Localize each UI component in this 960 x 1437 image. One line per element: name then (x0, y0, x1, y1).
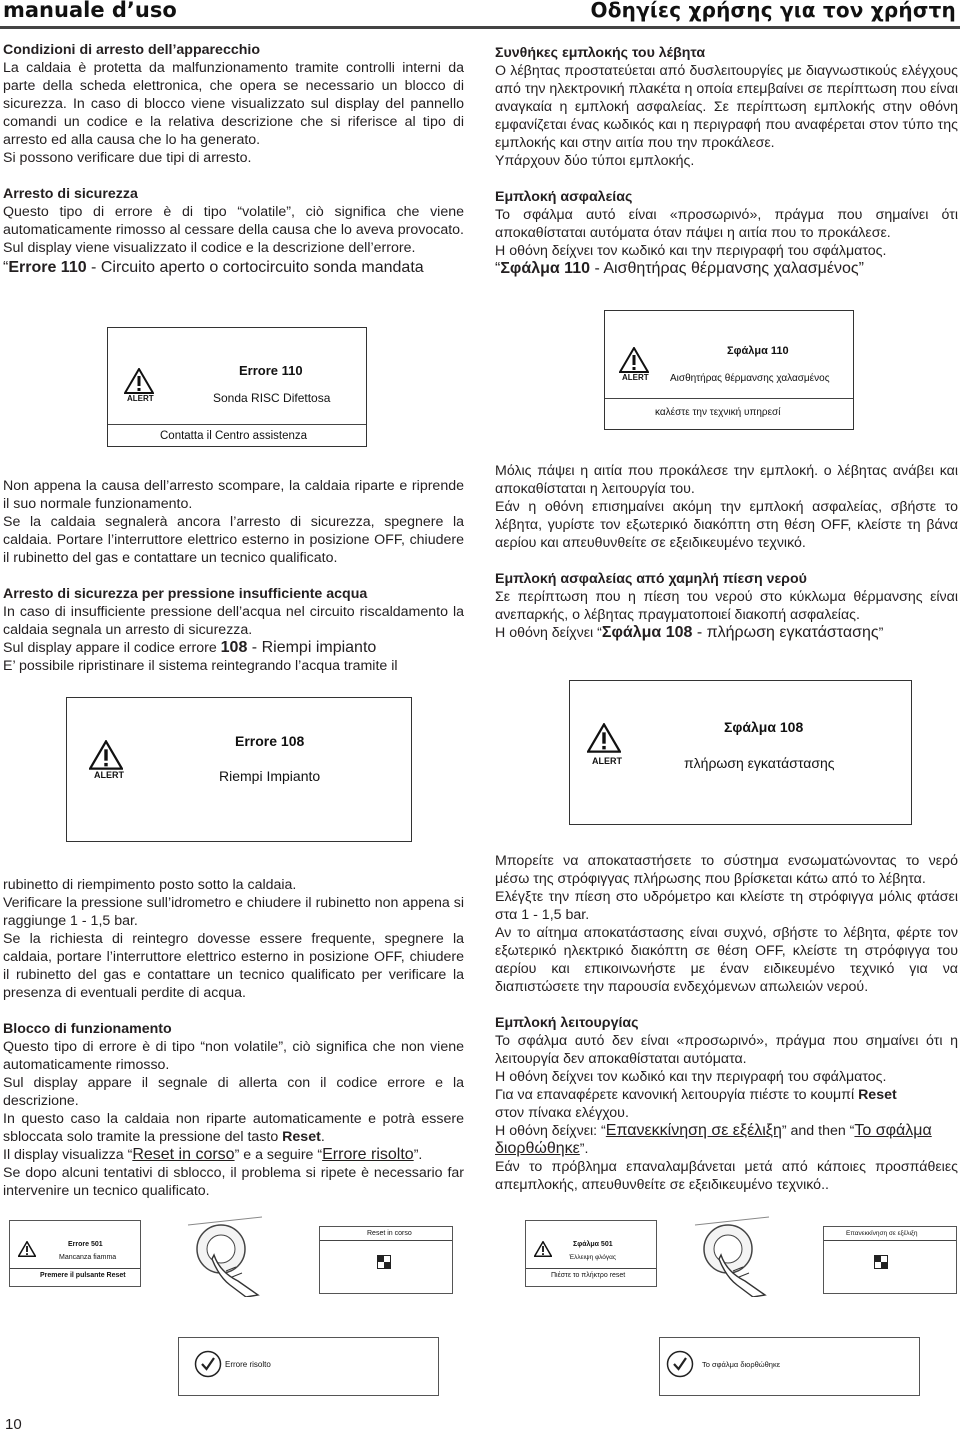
reset-button-press-illustration (693, 1215, 771, 1297)
it-paragraph: Se la caldaia segnalerà ancora l’arresto di sicurezza, spegnere la caldaia. Portare l’interruttore elettrico esterno in posizione OFF, chiudere il rubinetto del gas e contattare un tecnico qualificato. (3, 514, 464, 566)
display-reset-in-corso-it (319, 1226, 453, 1294)
alert-label: ALERT (127, 394, 154, 403)
alert-triangle-icon (18, 1241, 36, 1257)
alert-label: ALERT (592, 756, 622, 766)
alert-triangle-icon (587, 723, 621, 753)
reset-key-label: Reset (858, 1087, 897, 1103)
it-paragraph: Questo tipo di errore è di tipo “non volatile”, ciò significa che non viene automaticamente rimosso. (3, 1039, 464, 1073)
el-error-line: Η οθόνη δείχνει “Σφάλμα 108 - πλήρωση εγκατάστασης” (495, 624, 884, 641)
header-rule (0, 26, 960, 29)
el-paragraph: Η οθόνη δείχνει τον κωδικό και την περιγραφή του σφάλματος. (495, 243, 887, 259)
alert-label: ALERT (94, 770, 124, 780)
it-paragraph: Se la richiesta di reintegro dovesse essere frequente, spegnere la caldaia, portare l’interruttore elettrico esterno in posizione OFF, chiudere il rubinetto del gas e contattare un tecnico qualificato per verificare la presenza di eventuali perdite di acqua. (3, 931, 464, 1001)
header-title-el: Οδηγίες χρήσης για τον χρήστη (590, 0, 956, 22)
display-error-108-el (569, 680, 912, 825)
el-paragraph: Ο λέβητας προστατεύεται από δυσλειτουργίες με διαγνωστικούς ελέγχους από την ηλεκτρονική πλακέτα η οποία επεμβαίνει σε περίπτωση που είναι αναγκαία η εμπλοκή ασφαλείας. Σε περίπτωση εμπλοκής στην οθόνη εμφανίζεται ένας κωδικός και η περιγραφή που αναφέρεται στον τύπο της εμπλοκής και στην αιτία που την προκάλεσε. (495, 63, 958, 151)
el-paragraph: Ελέγξτε την πίεση στο υδρόμετρο και κλείστε τη στρόφιγγα μόλις φτάσει στα 1 - 1,5 bar. (495, 889, 958, 923)
el-error-code: Σφάλμα 110 (500, 260, 590, 277)
display-errore-risolto-el (659, 1337, 920, 1396)
display-title: Επανεκκίνηση σε εξέλιξη (846, 1230, 918, 1237)
display-title: Reset in corso (367, 1230, 412, 1237)
display-reset-in-corso-el (823, 1226, 957, 1294)
display-footer: Contatta il Centro assistenza (160, 430, 308, 442)
display-title: Το σφάλμα διορθώθηκε (702, 1360, 781, 1369)
display-error-110-el (604, 310, 854, 430)
display-error-501-el (525, 1220, 657, 1287)
alert-triangle-icon (124, 368, 154, 394)
display-divider (824, 1240, 956, 1241)
hand-press-reset-icon (693, 1215, 771, 1297)
it-error-line: “Errore 110 - Circuito aperto o cortocircuito sonda mandata (3, 259, 424, 276)
el-paragraph: Το σφάλμα αυτό είναι «προσωρινό», πράγμα που σημαίνει ότι αποκαθίσταται αυτόματα όταν πάψει η αιτία που το προκάλεσε. (495, 207, 958, 241)
it-block-1 (3, 41, 464, 277)
it-paragraph: rubinetto di riempimento posto sotto la caldaia. (3, 877, 297, 893)
el-section-title: Συνθήκες εμπλοκής του λέβητα (495, 45, 706, 61)
display-title: Σφάλμα 108 (724, 719, 804, 735)
it-paragraph: Sul display appare il segnale di allerta con il codice errore e la descrizione. (3, 1075, 464, 1109)
el-paragraph: Μόλις πάψει η αιτία που προκάλεσε την εμπλοκή. ο λέβητας ανάβει και αποκαθίσταται η λειτουργία του. (495, 463, 958, 497)
el-section-title: Εμπλοκή ασφαλείας από χαμηλή πίεση νερού (495, 571, 807, 587)
display-divider (10, 1268, 140, 1269)
el-paragraph: Αν το αίτημα αποκατάστασης είναι συχνό, σβήστε το λέβητα, φέρτε τον εξωτερικό ηλεκτρικό διακόπτη σε θέση OFF, κλείστε τη στρόφιγγα του αερίου και επικοινωνήστε με έναν ειδικευμένο τεχνικό για να διαπιστώσετε την παρουσία ενδεχόμενων απωλειών νερού. (495, 925, 958, 995)
it-block-2 (3, 477, 464, 675)
display-errore-risolto-it (178, 1337, 439, 1396)
it-error-line: Sul display appare il codice errore 108 - Riempi impianto (3, 639, 377, 656)
it-paragraph: Il display visualizza “Reset in corso” e a seguire “Errore risolto”. (3, 1146, 423, 1163)
display-error-108-it (66, 697, 412, 842)
alert-triangle-icon (89, 740, 123, 770)
display-error-501-it (9, 1220, 141, 1287)
display-divider (526, 1268, 656, 1269)
checkmark-circle-icon (666, 1350, 694, 1378)
el-paragraph: Εάν η οθόνη επισημαίνει ακόμη την εμπλοκή ασφαλείας, σβήστε το λέβητα, γυρίστε τον εξωτερικό διακόπτη στη θέση OFF, κλείστε τη βάνα αερίου και απευθυνθείτε σε εξειδικευμένο τεχνικό. (495, 499, 958, 551)
alert-triangle-icon (619, 347, 649, 373)
el-paragraph: Το σφάλμα αυτό δεν είναι «προσωρινό», πράγμα που σημαίνει ότι η λειτουργία δεν αποκαθίσταται αυτόματα. (495, 1033, 958, 1067)
display-desc: Έλλειψη φλόγας (569, 1254, 616, 1261)
it-section-title: Condizioni di arresto dell’apparecchio (3, 42, 260, 58)
display-divider (108, 424, 366, 425)
header-title-it: manuale d’uso (3, 0, 177, 22)
alert-triangle-icon (534, 1241, 552, 1257)
display-title: Σφάλμα 501 (573, 1241, 613, 1248)
el-paragraph: Εάν το πρόβλημα επαναλαμβάνεται μετά από κάποιες προσπάθειες απεμπλοκής, απευθυνθείτε σε εξειδικευμένο τεχνικό.. (495, 1159, 958, 1193)
it-paragraph: In questo caso la caldaia non riparte automaticamente e potrà essere sbloccata solo tramite la pressione del tasto Reset. (3, 1111, 464, 1145)
it-paragraph: Se dopo alcuni tentativi di sblocco, il problema si ripete è necessario far intervenire un tecnico qualificato. (3, 1165, 464, 1199)
it-block-3 (3, 876, 464, 1200)
el-error-code: Σφάλμα 108 (601, 624, 693, 641)
it-paragraph: E’ possibile ripristinare il sistema reintegrando l’acqua tramite il (3, 658, 398, 674)
display-divider (320, 1240, 452, 1241)
it-paragraph: Si possono verificare due tipi di arresto. (3, 150, 252, 166)
display-error-110-it (107, 327, 367, 447)
display-desc: Riempi Impianto (219, 768, 321, 784)
el-paragraph: Η οθόνη δείχνει: “Επανεκκίνηση σε εξέλιξη” and then “Το σφάλμα διορθώθηκε”. (495, 1122, 932, 1157)
hourglass-icon (377, 1255, 391, 1269)
it-section-title: Blocco di funzionamento (3, 1021, 172, 1037)
it-paragraph: Questo tipo di errore è di tipo “volatile”, ciò significa che viene automaticamente rimosso al cessare della causa che lo aveva provocato. Sul display viene visualizzato il codice e la descrizione dell’errore. (3, 204, 464, 256)
display-desc: Sonda RISC Difettosa (213, 391, 331, 405)
reset-button-press-illustration (186, 1215, 264, 1297)
el-paragraph: Η οθόνη δείχνει τον κωδικό και την περιγραφή του σφάλματος. (495, 1069, 887, 1085)
el-error-line: “Σφάλμα 110 - Αισθητήρας θέρμανσης χαλασμένος” (495, 260, 864, 277)
it-error-code: Errore 110 (8, 259, 87, 276)
alert-label: ALERT (622, 373, 649, 382)
display-title: Errore 108 (235, 733, 305, 749)
checkmark-circle-icon (194, 1350, 222, 1378)
display-desc: Αισθητήρας θέρμανσης χαλασμένος (670, 373, 830, 384)
display-footer: Premere il pulsante Reset (40, 1272, 126, 1279)
hand-press-reset-icon (186, 1215, 264, 1297)
hourglass-icon (874, 1255, 888, 1269)
display-title: Errore 501 (68, 1241, 103, 1248)
it-paragraph: In caso di insufficiente pressione dell’acqua nel circuito riscaldamento la caldaia segnala un arresto di sicurezza. (3, 604, 464, 638)
display-desc: πλήρωση εγκατάστασης (684, 755, 835, 771)
reset-key-label: Reset (282, 1129, 321, 1145)
el-paragraph: Υπάρχουν δύο τύποι εμπλοκής. (495, 153, 695, 169)
el-paragraph: Μπορείτε να αποκαταστήσετε το σύστημα ενσωματώνοντας το νερό μέσω της στρόφιγγας πλήρωσης που βρίσκεται κάτω από το λέβητα. (495, 853, 958, 887)
el-section-title: Εμπλοκή ασφαλείας (495, 189, 633, 205)
el-block-2 (495, 462, 958, 642)
it-section-title: Arresto di sicurezza per pressione insufficiente acqua (3, 586, 368, 602)
it-paragraph: La caldaia è protetta da malfunzionamento tramite controlli interni da parte della scheda elettronica, che opera se necessario un blocco di sicurezza. In caso di blocco viene visualizzato sul display del pannello comandi un codice e la relativa descrizione che si riferisce al tipo di arresto ed alla causa che lo ha generato. (3, 60, 464, 148)
display-title: Σφάλμα 110 (727, 345, 789, 357)
display-desc: Mancanza fiamma (59, 1254, 117, 1261)
it-error-code: 108 (220, 639, 248, 656)
it-paragraph: Non appena la causa dell’arresto scompare, la caldaia riparte e riprende il suo normale funzionamento. (3, 478, 464, 512)
it-section-title: Arresto di sicurezza (3, 186, 138, 202)
el-paragraph: Για να επαναφέρετε κανονική λειτουργία πιέστε το κουμπί Reset στον πίνακα ελέγχου. (495, 1087, 897, 1121)
el-paragraph: Σε περίπτωση που η πίεση του νερού στο κύκλωμα θέρμανσης είναι ανεπαρκής, ο λέβητας πραγματοποιεί διακοπή ασφαλείας. (495, 589, 958, 623)
display-footer: καλέστε την τεχνική υπηρεσί (655, 407, 781, 418)
display-title: Errore 110 (239, 363, 303, 378)
page-number: 10 (5, 1416, 22, 1433)
display-title: Errore risolto (225, 1360, 271, 1369)
el-block-3 (495, 852, 958, 1194)
it-paragraph: Verificare la pressione sull’idrometro e chiudere il rubinetto non appena si raggiunge 1 - 1,5 bar. (3, 895, 464, 929)
page-header (0, 0, 960, 24)
el-block-1 (495, 44, 958, 278)
display-footer: Πιέστε το πλήκτρο reset (551, 1272, 626, 1279)
display-divider (605, 398, 853, 399)
el-section-title: Εμπλοκή λειτουργίας (495, 1015, 639, 1031)
